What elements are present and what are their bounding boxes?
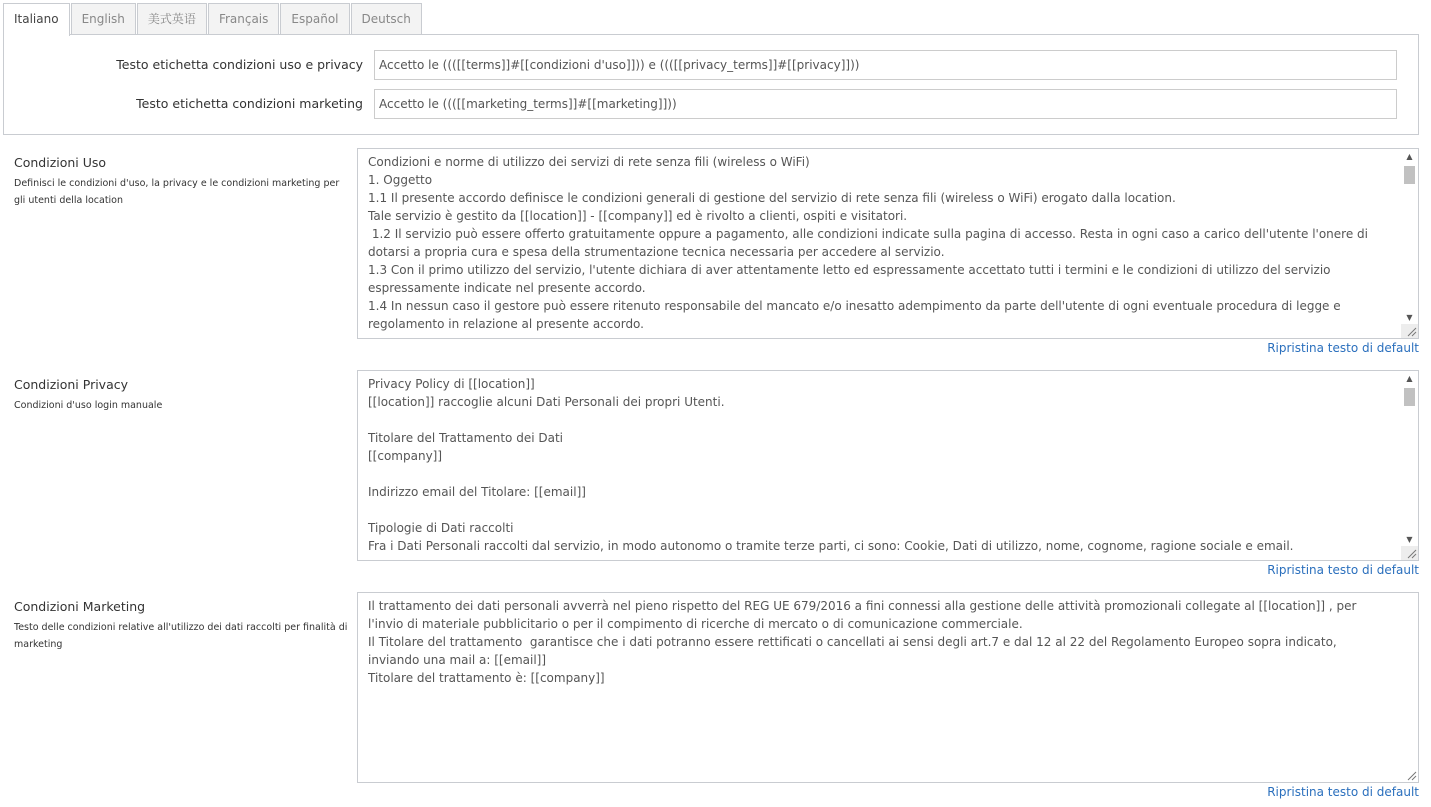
- scrollbar-thumb[interactable]: [1404, 166, 1415, 184]
- scroll-down-icon[interactable]: ▼: [1406, 313, 1413, 322]
- terms-privacy-label: Testo etichetta condizioni uso e privacy: [116, 57, 363, 72]
- condizioni-privacy-textarea[interactable]: [357, 370, 1419, 561]
- scroll-down-icon[interactable]: ▼: [1406, 535, 1413, 544]
- vertical-scrollbar[interactable]: [1401, 371, 1418, 547]
- restore-default-link[interactable]: Ripristina testo di default: [1267, 785, 1419, 799]
- scroll-up-icon[interactable]: ▲: [1406, 152, 1413, 161]
- textarea-content: Privacy Policy di [[location]] [[location]] raccoglie alcuni Dati Personali dei propri Utenti. Titolare del Trattamento dei Dati [[company]] Indirizzo email del Titolare: [[email]] Tipologie di Dati raccolti Fra i Dati Personali raccolti dal servizio, in modo autonomo o tramite terze parti, ci sono: Cookie, Dati di utilizzo, nome, cognome, ragione sociale e email.: [368, 377, 1294, 553]
- section-condizioni-uso: [0, 148, 1431, 358]
- restore-default-link[interactable]: Ripristina testo di default: [1267, 563, 1419, 577]
- scroll-up-icon[interactable]: ▲: [1406, 374, 1413, 383]
- section-description: Condizioni d'uso login manuale: [14, 400, 163, 411]
- section-description: Testo delle condizioni relative all'utilizzo dei dati raccolti per finalità di marketing: [14, 622, 348, 650]
- condizioni-marketing-textarea[interactable]: [357, 592, 1419, 783]
- resize-grip-icon[interactable]: [1405, 325, 1417, 337]
- vertical-scrollbar[interactable]: [1401, 149, 1418, 325]
- section-condizioni-marketing: [0, 592, 1431, 802]
- marketing-label: Testo etichetta condizioni marketing: [136, 96, 363, 111]
- tab-english[interactable]: English: [71, 3, 136, 35]
- section-description: Definisci le condizioni d'uso, la privacy e le condizioni marketing per gli utenti della location: [14, 178, 340, 206]
- terms-privacy-label-input[interactable]: [374, 50, 1397, 80]
- restore-default-link[interactable]: Ripristina testo di default: [1267, 341, 1419, 355]
- terms-privacy-label-row: [4, 50, 1418, 80]
- condizioni-uso-textarea[interactable]: [357, 148, 1419, 339]
- section-title: Condizioni Marketing: [14, 599, 146, 614]
- resize-grip-icon[interactable]: [1405, 547, 1417, 559]
- resize-grip-icon[interactable]: [1405, 769, 1417, 781]
- tab-francais[interactable]: Français: [208, 3, 279, 35]
- label-texts-panel: [3, 34, 1419, 135]
- textarea-content: Il trattamento dei dati personali avverrà nel pieno rispetto del REG UE 679/2016 a fini connessi alla gestione delle attività promozionali collegate al [[location]] , per l'invio di materiale pubblicitario o per il compimento di ricerche di mercato o di comunicazione commerciale. Il Titolare del trattamento garantisce che i dati potranno essere rettificati o cancellati ai sensi degli art.7 e dal 12 al 22 del Regolamento Europeo sopra indicato, inviando una mail a: [[email]] Titolare del trattamento è: [[company]]: [368, 599, 1357, 685]
- marketing-label-input[interactable]: [374, 89, 1397, 119]
- section-title: Condizioni Privacy: [14, 377, 129, 392]
- textarea-content: Condizioni e norme di utilizzo dei servizi di rete senza fili (wireless o WiFi) 1. Oggetto 1.1 Il presente accordo definisce le condizioni generali di gestione del servizio di rete senza fili (wireless o WiFi) erogato dalla location. Tale servizio è gestito da [[location]] - [[company]] ed è rivolto a clienti, ospiti e visitatori. 1.2 Il servizio può essere offerto gratuitamente oppure a pagamento, alle condizioni indicate sulla pagina di accesso. Resta in ogni caso a carico dell'utente l'onere di dotarsi a propria cura e spesa della strumentazione tecnica necessaria per accedere al servizio. 1.3 Con il primo utilizzo del servizio, l'utente dichiara di aver attentamente letto ed espressamente accettato tutti i termini e le condizioni di utilizzo del servizio espressamente indicate nel presente accordo. 1.4 In nessun caso il gestore può essere ritenuto responsabile del mancato e/o inesatto adempimento da parte dell'utente di ogni eventuale procedura di legge e regolamento in relazione al presente accordo.: [368, 155, 1368, 331]
- tab-italiano[interactable]: Italiano: [3, 3, 70, 36]
- marketing-label-row: [4, 89, 1418, 119]
- section-condizioni-privacy: [0, 370, 1431, 580]
- tab-espanol[interactable]: Español: [280, 3, 349, 35]
- section-title: Condizioni Uso: [14, 155, 107, 170]
- scrollbar-thumb[interactable]: [1404, 388, 1415, 406]
- language-tabs: [3, 3, 423, 35]
- tab-deutsch[interactable]: Deutsch: [351, 3, 422, 35]
- tab-american-english[interactable]: 美式英语: [137, 3, 207, 35]
